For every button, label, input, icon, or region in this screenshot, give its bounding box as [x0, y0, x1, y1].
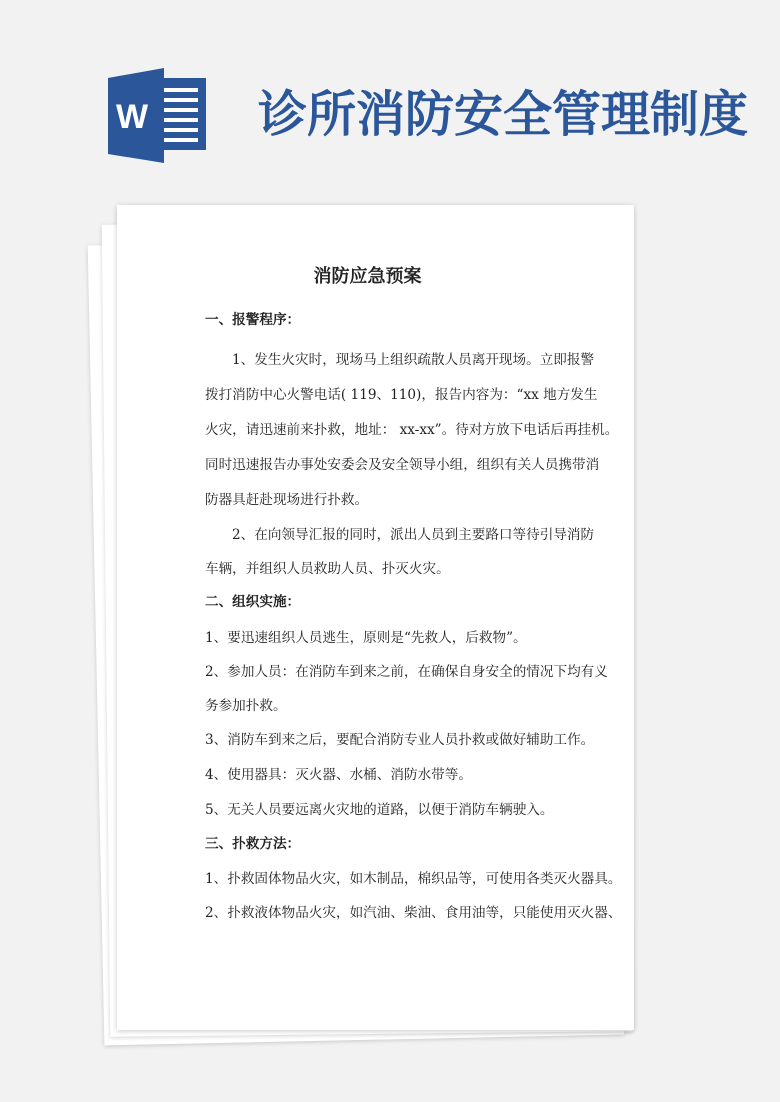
section-heading: 三、扑救方法： — [205, 836, 301, 852]
banner-title: 诊所消防安全管理制度 — [258, 85, 749, 143]
paragraph-line: 5、无关人员要远离火灾地的道路，以便于消防车辆驶入。 — [205, 802, 554, 818]
paragraph-line: 2、参加人员：在消防车到来之前，在确保自身安全的情况下均有义 — [205, 664, 608, 680]
document-title: 消防应急预案 — [313, 266, 422, 287]
paragraph-line: 1、发生火灾时，现场马上组织疏散人员离开现场。立即报警 — [232, 352, 595, 368]
svg-text:W: W — [116, 98, 149, 136]
section-heading: 二、组织实施： — [205, 594, 301, 610]
paragraph-line: 车辆，并组织人员救助人员、扑灭火灾。 — [205, 561, 450, 577]
paragraph-line: 3、消防车到来之后，要配合消防专业人员扑救或做好辅助工作。 — [205, 732, 595, 748]
document-page — [117, 205, 634, 1030]
paragraph-line: 4、使用器具：灭火器、水桶、消防水带等。 — [205, 767, 472, 783]
paragraph-line: 防器具赶赴现场进行扑救。 — [205, 492, 369, 508]
word-logo-icon — [108, 68, 208, 163]
section-heading: 一、报警程序： — [205, 312, 301, 328]
paragraph-line: 务参加扑救。 — [205, 698, 287, 714]
paragraph-line: 2、在向领导汇报的同时，派出人员到主要路口等待引导消防 — [232, 527, 595, 543]
paragraph-line: 1、要迅速组织人员逃生，原则是“先救人，后救物”。 — [205, 630, 527, 646]
paragraph-line: 同时迅速报告办事处安委会及安全领导小组，组织有关人员携带消 — [205, 457, 600, 473]
paragraph-line: 火灾，请迅速前来扑救，地址： xx-xx”。待对方放下电话后再挂机。 — [205, 422, 619, 438]
paragraph-line: 2、扑救液体物品火灾，如汽油、柴油、食用油等，只能使用灭火器、 — [205, 905, 622, 921]
paragraph-line: 拨打消防中心火警电话( 119、110)，报告内容为：“xx 地方发生 — [205, 387, 598, 403]
paragraph-line: 1、扑救固体物品火灾，如木制品，棉织品等，可使用各类灭火器具。 — [205, 871, 622, 887]
